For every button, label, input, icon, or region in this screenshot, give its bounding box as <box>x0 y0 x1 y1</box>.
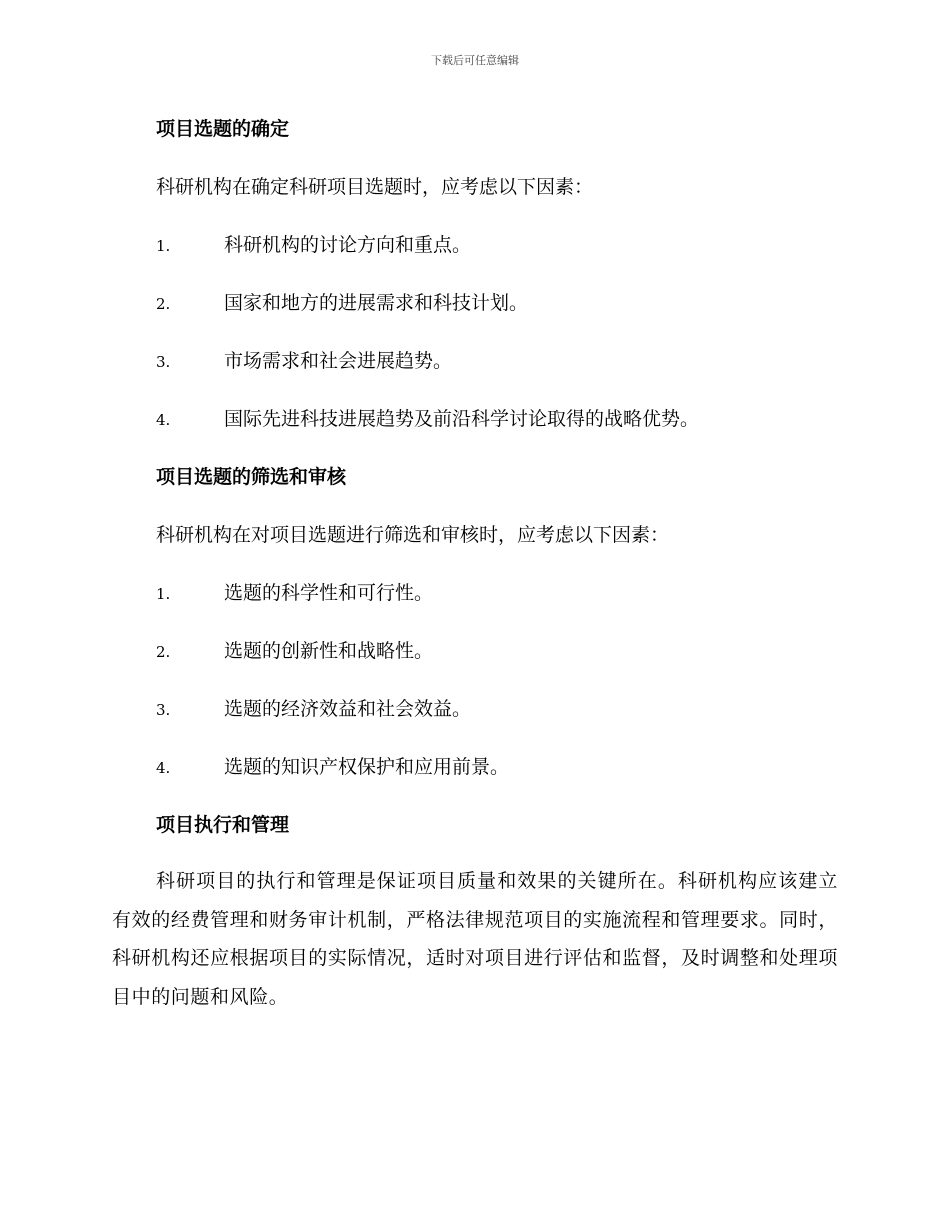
list-item-number: 3. <box>156 701 171 719</box>
section-heading-execution-management: 项目执行和管理 <box>156 814 290 836</box>
list-item-text: 选题的创新性和战略性。 <box>224 640 434 662</box>
list-item <box>112 229 838 261</box>
list-item-number: 3. <box>156 353 171 371</box>
list-item <box>112 751 838 783</box>
list-item-number: 4. <box>156 759 171 777</box>
list-item <box>112 287 838 319</box>
list-item-text: 选题的科学性和可行性。 <box>224 582 434 604</box>
list-item <box>112 345 838 377</box>
section-heading-topic-selection: 项目选题的确定 <box>156 118 290 140</box>
list-item <box>112 693 838 725</box>
list-item-text: 市场需求和社会进展趋势。 <box>224 350 453 372</box>
list-item-text: 科研机构的讨论方向和重点。 <box>224 234 472 256</box>
list-item <box>112 403 838 435</box>
section-intro-topic-selection: 科研机构在确定科研项目选题时，应考虑以下因素： <box>156 176 594 198</box>
list-item-text: 选题的经济效益和社会效益。 <box>224 698 472 720</box>
list-item-text: 国际先进科技进展趋势及前沿科学讨论取得的战略优势。 <box>224 408 700 430</box>
list-item-number: 2. <box>156 295 171 313</box>
list-item-number: 4. <box>156 411 171 429</box>
page-header-note: 下载后可任意编辑 <box>431 54 519 67</box>
list-item <box>112 577 838 609</box>
section-intro-screening-review: 科研机构在对项目选题进行筛选和审核时，应考虑以下因素： <box>156 524 670 546</box>
list-item-number: 1. <box>156 585 171 603</box>
list-item-number: 1. <box>156 237 171 255</box>
factor-list-screening-review <box>112 577 838 783</box>
list-item-text: 国家和地方的进展需求和科技计划。 <box>224 292 529 314</box>
list-item-text: 选题的知识产权保护和应用前景。 <box>224 756 510 778</box>
list-item <box>112 635 838 667</box>
document-body <box>112 113 838 1016</box>
list-item-number: 2. <box>156 643 171 661</box>
section-paragraph-execution-management: 科研项目的执行和管理是保证项目质量和效果的关键所在。科研机构应该建立有效的经费管理和财务审计机制，严格法律规范项目的实施流程和管理要求。同时，科研机构还应根据项目的实际情况，适时对项目进行评估和监督，及时调整和处理项目中的问题和风险。 <box>112 870 838 1008</box>
section-heading-screening-review: 项目选题的筛选和审核 <box>156 466 347 488</box>
factor-list-topic-selection <box>112 229 838 435</box>
